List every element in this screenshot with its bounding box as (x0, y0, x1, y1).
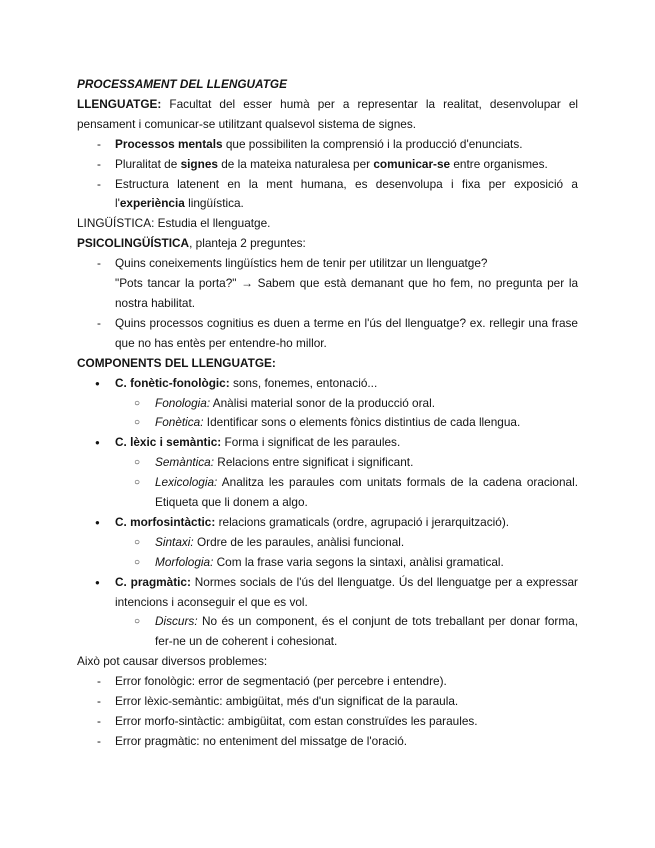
llenguatge-definition: LLENGUATGE: Facultat del esser humà per a representar la realitat, desenvolupar el pensament i comunicar-se utilitzant qualsevol sistema de signes. (77, 96, 578, 131)
problem-item: - Error morfo-sintàctic: ambigüitat, com estan construïdes les paraules. (77, 712, 578, 732)
problems-intro: Això pot causar diversos problemes: (77, 654, 268, 669)
sub-item: ○ Semàntica: Relacions entre significat i significant. (77, 453, 578, 473)
list-item: - Estructura latenent en la ment humana, es desenvolupa i fixa per exposició a l'experiència lingüística. (77, 175, 578, 215)
question-item: - Quins processos cognitius es duen a terme en l'ús del llenguatge? ex. rellegir una frase que no has entès per entendre-ho millor. (77, 314, 578, 354)
sub-item: ○ Discurs: No és un component, és el conjunt de tots treballant per donar forma, fer-ne un de coherent i cohesionat. (77, 612, 578, 652)
list-item: - Pluralitat de signes de la mateixa naturalesa per comunicar-se entre organismes. (77, 155, 578, 175)
question-item: - Quins coneixements lingüístics hem de tenir per utilitzar un llenguatge? "Pots tancar la porta?" → Sabem que està demanant que ho fem, no pregunta per la nostra habilitat. (77, 254, 578, 314)
list-item: - Processos mentals que possibiliten la comprensió i la producció d'enunciats. (77, 135, 578, 155)
problem-item: - Error lèxic-semàntic: ambigüitat, més d'un significat de la paraula. (77, 692, 578, 712)
component-item: ● C. morfosintàctic: relacions gramaticals (ordre, agrupació i jerarquització). (77, 513, 578, 533)
problem-item: - Error pragmàtic: no enteniment del missatge de l'oració. (77, 732, 578, 752)
document-body (77, 75, 578, 752)
linguistica-definition: LINGÜÍSTICA: Estudia el llenguatge. (77, 216, 271, 231)
problem-item: - Error fonològic: error de segmentació (per percebre i entendre). (77, 672, 578, 692)
component-item: ● C. pragmàtic: Normes socials de l'ús del llenguatge. Ús del llenguatge per a expressar intencions i aconseguir el que es vol. (77, 573, 578, 613)
component-item: ● C. lèxic i semàntic: Forma i significat de les paraules. (77, 433, 578, 453)
sub-item: ○ Fonologia: Anàlisi material sonor de la producció oral. (77, 394, 578, 414)
component-item: ● C. fonètic-fonològic: sons, fonemes, entonació... (77, 374, 578, 394)
sub-item: ○ Fonètica: Identificar sons o elements fònics distintius de cada llengua. (77, 413, 578, 433)
psicolinguistica-heading: PSICOLINGÜÍSTICA, planteja 2 preguntes: (77, 236, 306, 251)
sub-item: ○ Morfologia: Com la frase varia segons la sintaxi, anàlisi gramatical. (77, 553, 578, 573)
sub-item: ○ Lexicologia: Analitza les paraules com unitats formals de la cadena oracional. Etiqueta que li donem a algo. (77, 473, 578, 513)
sub-item: ○ Sintaxi: Ordre de les paraules, anàlisi funcional. (77, 533, 578, 553)
page-title: PROCESSAMENT DEL LLENGUATGE (77, 77, 287, 91)
components-heading: COMPONENTS DEL LLENGUATGE: (77, 355, 276, 370)
